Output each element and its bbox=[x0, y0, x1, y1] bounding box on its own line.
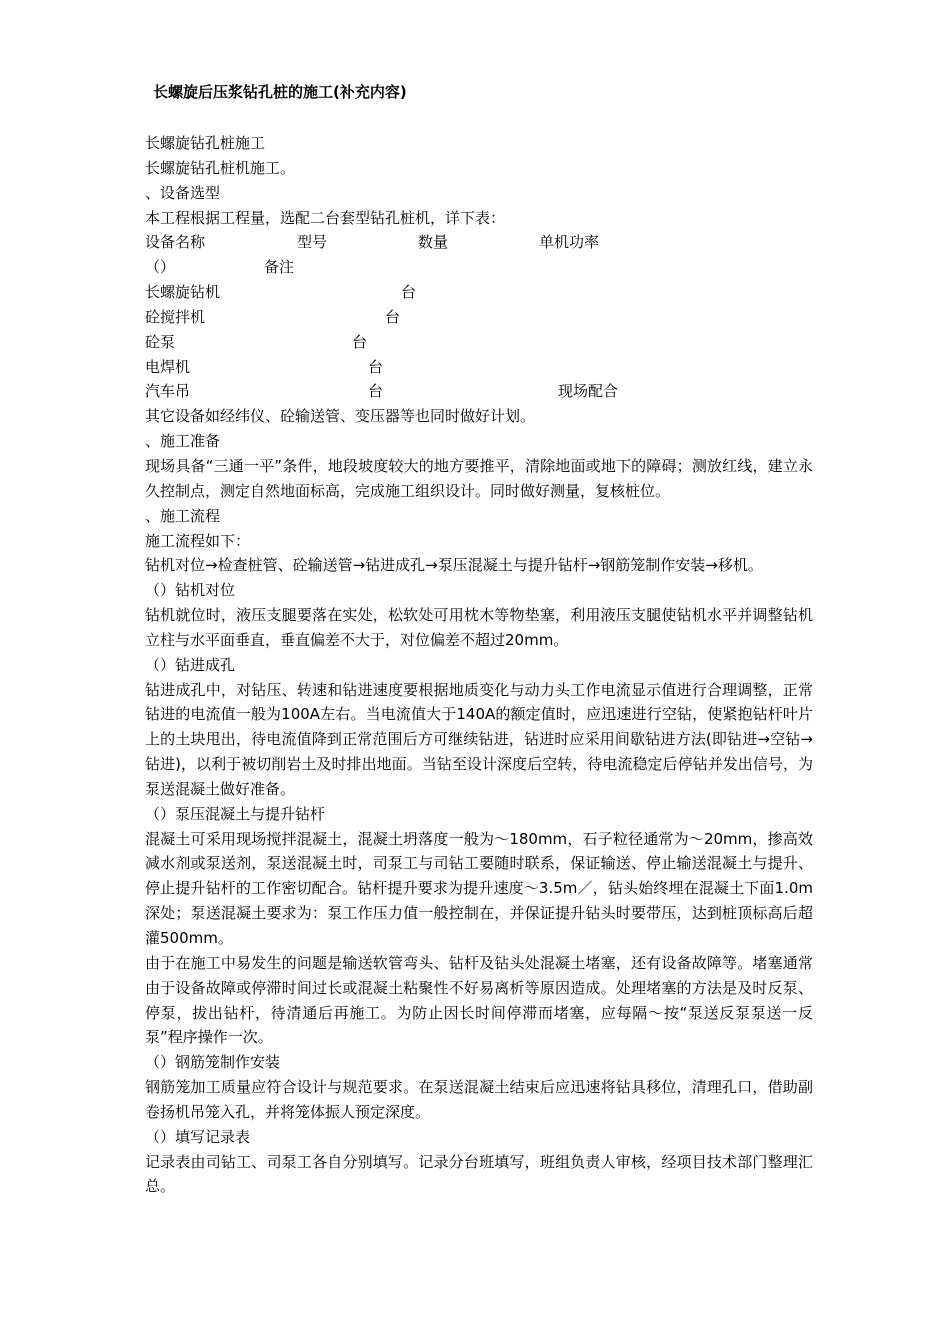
equipment-remark: 现场配合 bbox=[558, 382, 619, 401]
text-line: 施工流程如下： bbox=[145, 531, 251, 550]
col-header-name: 设备名称 bbox=[145, 233, 206, 252]
section-heading-flow: 、施工流程 bbox=[145, 506, 221, 525]
equipment-name: 长螺旋钻机 bbox=[145, 283, 221, 302]
equipment-table-header bbox=[145, 230, 813, 255]
section-heading: 长螺旋钻孔桩施工 bbox=[145, 134, 266, 152]
table-row bbox=[145, 280, 813, 305]
equipment-unit: 台 bbox=[352, 332, 368, 351]
paragraph: 钻机就位时，液压支腿要落在实处，松软处可用枕木等物垫塞，利用液压支腿使钻机水平并调整钻机立柱与水平面垂直，垂直偏差不大于，对位偏差不超过20mm。 bbox=[145, 606, 813, 649]
col-header-qty: 数量 bbox=[418, 233, 449, 252]
equipment-unit: 台 bbox=[368, 357, 384, 376]
equipment-table-header-2 bbox=[145, 255, 813, 280]
table-row bbox=[145, 355, 813, 380]
paragraph: 由于在施工中易发生的问题是输送软管弯头、钻杆及钻头处混凝土堵塞，还有设备故障等。堵塞通常由于设备故障或停滞时间过长或混凝土粘聚性不好易离析等原因造成。处理堵塞的方法是及时反泵、停泵，拔出钻杆，待清通后再施工。为防止因长时间停滞而堵塞，应每隔～按“泵送反泵泵送一反泵”程序操作一次。 bbox=[145, 953, 813, 1047]
document-title: 长螺旋后压浆钻孔桩的施工(补充内容) bbox=[153, 83, 407, 101]
table-row bbox=[145, 330, 813, 355]
equipment-name: 砼搅拌机 bbox=[145, 307, 206, 326]
paragraph: 记录表由司钻工、司泵工各自分别填写。记录分台班填写，班组负责人审核，经项目技术部门整理汇总。 bbox=[145, 1152, 813, 1196]
paragraph: 钻机对位→检查桩管、砼输送管→钻进成孔→泵压混凝土与提升钻杆→钢筋笼制作安装→移机。 bbox=[145, 556, 763, 575]
text-line: 其它设备如经纬仪、砼输送管、变压器等也同时做好计划。 bbox=[145, 407, 536, 426]
equipment-unit: 台 bbox=[368, 382, 384, 401]
paragraph: 现场具备“三通一平”条件，地段坡度较大的地方要推平，清除地面或地下的障碍；测放红线，建立永久控制点，测定自然地面标高，完成施工组织设计。同时做好测量，复核桩位。 bbox=[145, 456, 813, 500]
subsection-heading: （）钻进成孔 bbox=[145, 655, 236, 674]
paragraph: 钻进成孔中，对钻压、转速和钻进速度要根据地质变化与动力头工作电流显示值进行合理调整，正常钻进的电流值一般为100A左右。当电流值大于140A的额定值时，应迅速进行空钻，使紧抱钻杆叶片上的土块甩出，待电流值降到正常范围后方可继续钻进，钻进时应采用间歇钻进方法(即钻进→空钻→钻进)，以利于被切削岩土及时排出地面。当钻至设计深度后空转，待电流稳定后停钻并发出信号，为泵送混凝土做好准备。 bbox=[145, 680, 813, 798]
col-header-power-unit: （） bbox=[145, 258, 176, 277]
equipment-unit: 台 bbox=[385, 307, 401, 326]
subsection-heading: （）泵压混凝土与提升钻杆 bbox=[145, 804, 326, 823]
section-heading-equipment: 、设备选型 bbox=[145, 183, 221, 202]
paragraph: 混凝土可采用现场搅拌混凝土，混凝土坍落度一般为～180mm，石子粒径通常为～20mm，掺高效减水剂或泵送剂，泵送混凝土时，司泵工与司钻工要随时联系，保证输送、停止输送混凝土与提升、停止提升钻杆的工作密切配合。钻杆提升要求为提升速度～3.5m／，钻头始终埋在混凝土下面1.0m深处；泵送混凝土要求为：泵工作压力值一般控制在，并保证提升钻头时要带压，达到桩顶标高后超灌500mm。 bbox=[145, 829, 813, 947]
subsection-heading: （）钻机对位 bbox=[145, 581, 236, 600]
subsection-heading: （）填写记录表 bbox=[145, 1127, 251, 1146]
col-header-model: 型号 bbox=[297, 233, 328, 252]
equipment-name: 电焊机 bbox=[145, 357, 191, 376]
col-header-power: 单机功率 bbox=[539, 233, 600, 252]
document-body bbox=[145, 131, 813, 1199]
text-line: 本工程根据工程量，选配二台套型钻孔桩机，详下表： bbox=[145, 208, 506, 227]
equipment-name: 汽车吊 bbox=[145, 382, 191, 401]
col-header-remark: 备注 bbox=[264, 258, 295, 277]
paragraph: 钢筋笼加工质量应符合设计与规范要求。在泵送混凝土结束后应迅速将钻具移位，清理孔口，借助副卷扬机吊笼入孔，并将笼体振人预定深度。 bbox=[145, 1078, 813, 1121]
text-line: 长螺旋钻孔桩机施工。 bbox=[145, 158, 296, 177]
equipment-unit: 台 bbox=[401, 283, 417, 302]
table-row bbox=[145, 379, 813, 404]
table-row bbox=[145, 305, 813, 330]
subsection-heading: （）钢筋笼制作安装 bbox=[145, 1053, 281, 1072]
equipment-name: 砼泵 bbox=[145, 332, 176, 351]
section-heading-prep: 、施工准备 bbox=[145, 432, 221, 451]
